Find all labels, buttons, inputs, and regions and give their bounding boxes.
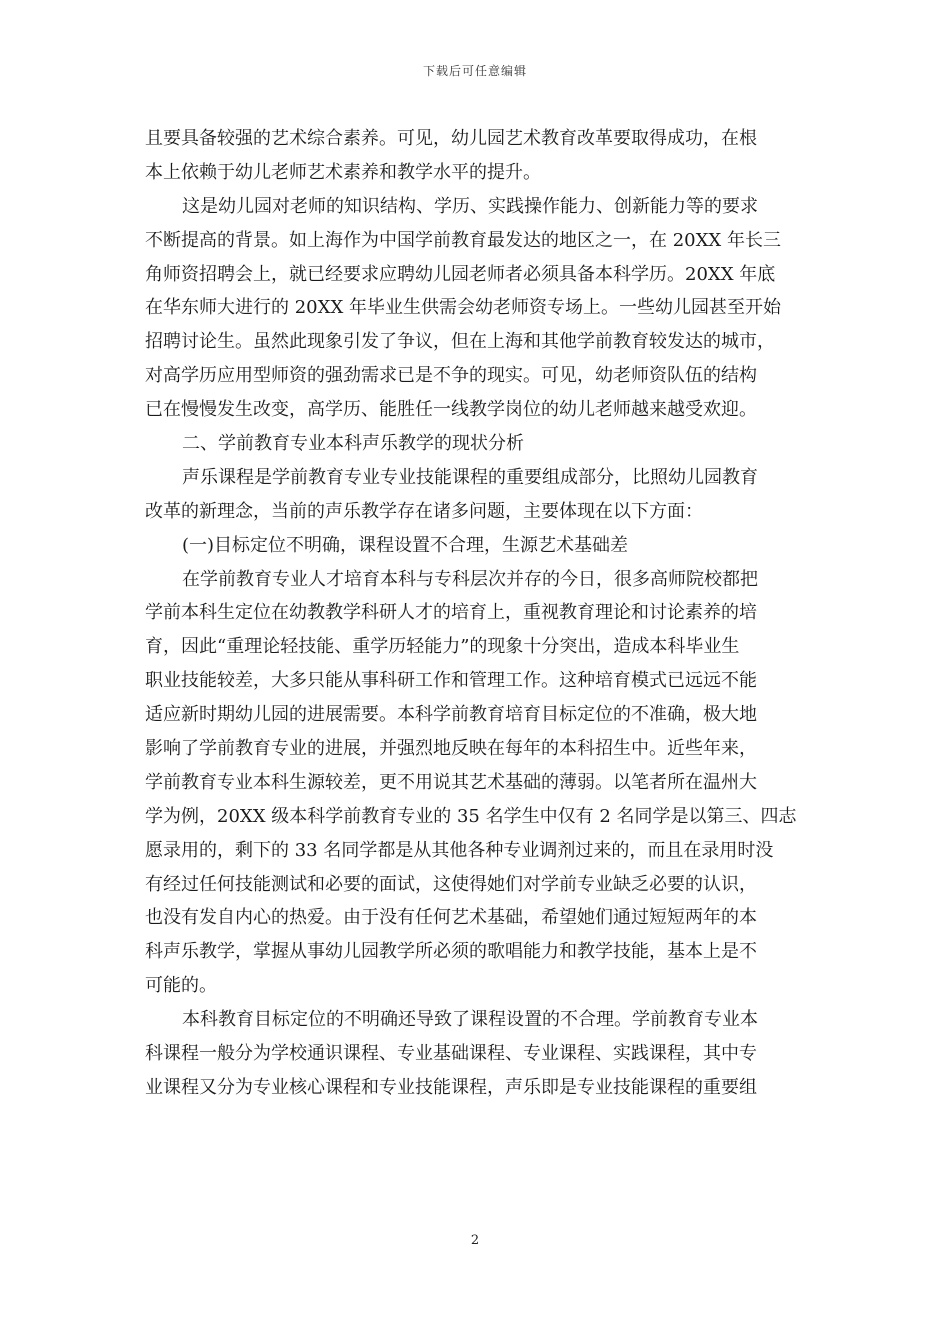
page-header: 下载后可任意编辑 [422, 64, 527, 78]
text-line: 学为例，20XX 级本科学前教育专业的 35 名学生中仅有 2 名同学是以第三、四志 [145, 805, 797, 827]
paragraph-first-line: 声乐课程是学前教育专业专业技能课程的重要组成部分，比照幼儿园教育 [182, 466, 758, 488]
paragraph-first-line: 本科教育目标定位的不明确还导致了课程设置的不合理。学前教育专业本 [182, 1009, 758, 1031]
text-line: 影响了学前教育专业的进展，并强烈地反映在每年的本科招生中。近些年来， [145, 738, 757, 760]
text-line: 育，因此“重理论轻技能、重学历轻能力”的现象十分突出，造成本科毕业生 [145, 636, 740, 658]
document-body [145, 122, 810, 1105]
text-line: 学前教育专业本科生源较差，更不用说其艺术基础的薄弱。以笔者所在温州大 [145, 771, 757, 793]
text-line: 对高学历应用型师资的强劲需求已是不争的现实。可见，幼老师资队伍的结构 [145, 365, 757, 387]
text-line: 科课程一般分为学校通识课程、专业基础课程、专业课程、实践课程，其中专 [145, 1043, 757, 1065]
subsection-heading: (一)目标定位不明确，课程设置不合理，生源艺术基础差 [182, 534, 629, 556]
text-line: 职业技能较差，大多只能从事科研工作和管理工作。这种培育模式已远远不能 [145, 670, 757, 692]
text-line: 不断提高的背景。如上海作为中国学前教育最发达的地区之一，在 20XX 年长三 [145, 229, 781, 251]
text-line: 学前本科生定位在幼教教学科研人才的培育上，重视教育理论和讨论素养的培 [145, 602, 757, 624]
section-heading: 二、学前教育专业本科声乐教学的现状分析 [182, 433, 524, 455]
text-line: 招聘讨论生。虽然此现象引发了争议，但在上海和其他学前教育较发达的城市， [145, 331, 775, 353]
text-line: 可能的。 [145, 975, 217, 997]
text-line: 改革的新理念，当前的声乐教学存在诸多问题，主要体现在以下方面： [145, 500, 703, 522]
paragraph-first-line: 在学前教育专业人才培育本科与专科层次并存的今日，很多高师院校都把 [182, 568, 758, 590]
text-line: 本上依赖于幼儿老师艺术素养和教学水平的提升。 [145, 161, 541, 183]
text-line: 愿录用的，剩下的 33 名同学都是从其他各种专业调剂过来的，而且在录用时没 [145, 839, 774, 861]
text-line: 科声乐教学，掌握从事幼儿园教学所必须的歌唱能力和教学技能，基本上是不 [145, 941, 757, 963]
text-line: 业课程又分为专业核心课程和专业技能课程，声乐即是专业技能课程的重要组 [145, 1076, 757, 1098]
text-line: 也没有发自内心的热爱。由于没有任何艺术基础，希望她们通过短短两年的本 [145, 907, 757, 929]
text-line: 且要具备较强的艺术综合素养。可见，幼儿园艺术教育改革要取得成功，在根 [145, 128, 757, 149]
page-number: 2 [470, 1233, 480, 1248]
text-line: 已在慢慢发生改变，高学历、能胜任一线教学岗位的幼儿老师越来越受欢迎。 [145, 399, 757, 421]
text-line: 在华东师大进行的 20XX 年毕业生供需会幼老师资专场上。一些幼儿园甚至开始 [145, 297, 781, 319]
paragraph-first-line: 这是幼儿园对老师的知识结构、学历、实践操作能力、创新能力等的要求 [182, 195, 758, 217]
text-line: 角师资招聘会上，就已经要求应聘幼儿园老师者必须具备本科学历。20XX 年底 [145, 263, 776, 285]
text-line: 适应新时期幼儿园的进展需要。本科学前教育培育目标定位的不准确，极大地 [145, 704, 757, 726]
text-line: 有经过任何技能测试和必要的面试，这使得她们对学前专业缺乏必要的认识， [145, 873, 757, 895]
